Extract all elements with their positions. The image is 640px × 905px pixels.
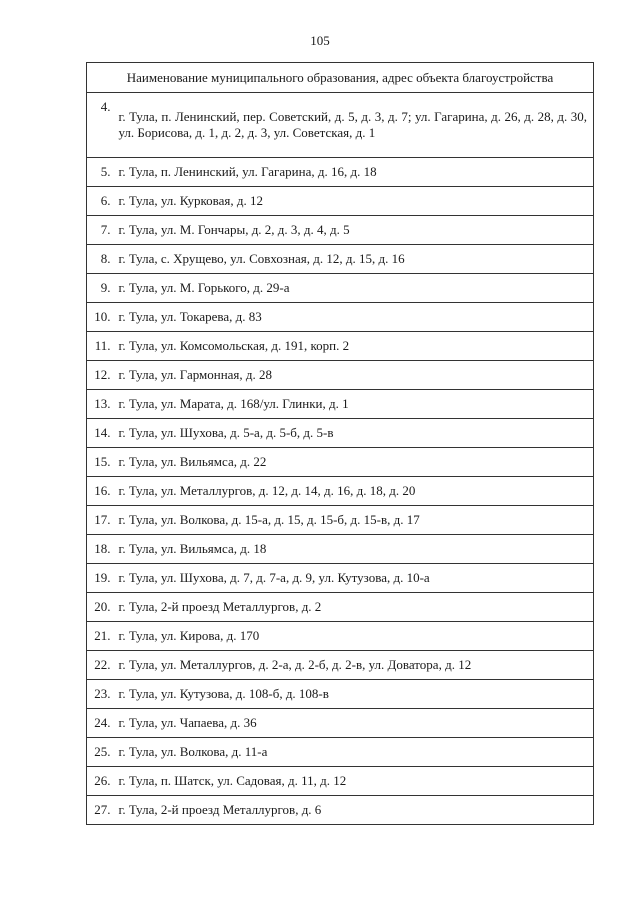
table-row bbox=[87, 796, 594, 825]
address-cell bbox=[117, 419, 594, 448]
table-row bbox=[87, 593, 594, 622]
row-number: 16. bbox=[87, 477, 117, 506]
address-cell bbox=[117, 361, 594, 390]
row-number: 18. bbox=[87, 535, 117, 564]
table-row bbox=[87, 390, 594, 419]
address-cell bbox=[117, 158, 594, 187]
address-cell bbox=[117, 767, 594, 796]
address-text: г. Тула, ул. Комсомольская, д. 191, корп. 2 bbox=[118, 338, 350, 353]
address-cell bbox=[117, 738, 594, 767]
address-cell bbox=[117, 535, 594, 564]
row-number: 21. bbox=[87, 622, 117, 651]
row-number: 5. bbox=[87, 158, 117, 187]
table-row bbox=[87, 767, 594, 796]
row-number: 20. bbox=[87, 593, 117, 622]
address-cell bbox=[117, 216, 594, 245]
row-number: 9. bbox=[87, 274, 117, 303]
table-row bbox=[87, 738, 594, 767]
address-text: г. Тула, ул. Токарева, д. 83 bbox=[118, 309, 262, 324]
address-cell bbox=[117, 593, 594, 622]
row-number: 7. bbox=[87, 216, 117, 245]
row-number: 4. bbox=[87, 93, 117, 158]
row-number: 10. bbox=[87, 303, 117, 332]
address-text: г. Тула, п. Шатск, ул. Садовая, д. 11, д. 12 bbox=[118, 773, 347, 788]
table-row bbox=[87, 651, 594, 680]
address-text: г. Тула, ул. Кирова, д. 170 bbox=[118, 628, 260, 643]
address-text: г. Тула, ул. Волкова, д. 11-а bbox=[118, 744, 268, 759]
address-text: г. Тула, п. Ленинский, пер. Советский, д. 5, д. 3, д. 7; ул. Гагарина, д. 26, д. 28, д. 30, ул. Борисова, д. 1, д. 2, д. 3, ул. Советская, д. 1 bbox=[118, 109, 587, 140]
address-text: г. Тула, ул. Марата, д. 168/ул. Глинки, д. 1 bbox=[118, 396, 349, 411]
address-cell bbox=[117, 564, 594, 593]
table-row bbox=[87, 419, 594, 448]
address-text: г. Тула, с. Хрущево, ул. Совхозная, д. 12, д. 15, д. 16 bbox=[118, 251, 405, 266]
address-table bbox=[86, 62, 594, 825]
address-text: г. Тула, ул. Волкова, д. 15-а, д. 15, д. 15-б, д. 15-в, д. 17 bbox=[118, 512, 420, 527]
table-header-row bbox=[87, 63, 594, 93]
table-row bbox=[87, 303, 594, 332]
table-row bbox=[87, 216, 594, 245]
address-text: г. Тула, ул. Вильямса, д. 22 bbox=[118, 454, 267, 469]
row-number: 22. bbox=[87, 651, 117, 680]
row-number: 23. bbox=[87, 680, 117, 709]
table-row bbox=[87, 709, 594, 738]
address-text: г. Тула, ул. Металлургов, д. 2-а, д. 2-б, д. 2-в, ул. Доватора, д. 12 bbox=[118, 657, 472, 672]
table-row bbox=[87, 680, 594, 709]
address-cell bbox=[117, 680, 594, 709]
table-row bbox=[87, 332, 594, 361]
table-header: Наименование муниципального образования, адрес объекта благоустройства bbox=[87, 63, 594, 93]
table-row bbox=[87, 622, 594, 651]
address-text: г. Тула, ул. Чапаева, д. 36 bbox=[118, 715, 257, 730]
table-row bbox=[87, 361, 594, 390]
address-text: г. Тула, 2-й проезд Металлургов, д. 6 bbox=[118, 802, 322, 817]
table-row bbox=[87, 506, 594, 535]
address-text: г. Тула, ул. М. Горького, д. 29-а bbox=[118, 280, 290, 295]
address-cell bbox=[117, 274, 594, 303]
address-text: г. Тула, ул. Металлургов, д. 12, д. 14, д. 16, д. 18, д. 20 bbox=[118, 483, 416, 498]
address-cell bbox=[117, 477, 594, 506]
address-text: г. Тула, ул. Кутузова, д. 108-б, д. 108-в bbox=[118, 686, 329, 701]
address-text: г. Тула, ул. М. Гончары, д. 2, д. 3, д. 4, д. 5 bbox=[118, 222, 350, 237]
address-text: г. Тула, п. Ленинский, ул. Гагарина, д. 16, д. 18 bbox=[118, 164, 377, 179]
address-cell bbox=[117, 93, 594, 158]
table-row bbox=[87, 535, 594, 564]
row-number: 19. bbox=[87, 564, 117, 593]
address-cell bbox=[117, 187, 594, 216]
address-cell bbox=[117, 448, 594, 477]
row-number: 12. bbox=[87, 361, 117, 390]
address-text: г. Тула, 2-й проезд Металлургов, д. 2 bbox=[118, 599, 322, 614]
address-text: г. Тула, ул. Шухова, д. 5-а, д. 5-б, д. 5-в bbox=[118, 425, 334, 440]
address-cell bbox=[117, 332, 594, 361]
row-number: 6. bbox=[87, 187, 117, 216]
page-number: 105 bbox=[310, 33, 330, 48]
table-row bbox=[87, 448, 594, 477]
row-number: 11. bbox=[87, 332, 117, 361]
table-row bbox=[87, 477, 594, 506]
address-text: г. Тула, ул. Гармонная, д. 28 bbox=[118, 367, 273, 382]
address-text: г. Тула, ул. Вильямса, д. 18 bbox=[118, 541, 267, 556]
row-number: 25. bbox=[87, 738, 117, 767]
address-cell bbox=[117, 622, 594, 651]
address-cell bbox=[117, 303, 594, 332]
address-text: г. Тула, ул. Шухова, д. 7, д. 7-а, д. 9, ул. Кутузова, д. 10-а bbox=[118, 570, 430, 585]
row-number: 27. bbox=[87, 796, 117, 825]
address-cell bbox=[117, 651, 594, 680]
table-row bbox=[87, 564, 594, 593]
table-row bbox=[87, 245, 594, 274]
row-number: 14. bbox=[87, 419, 117, 448]
address-cell bbox=[117, 245, 594, 274]
table-row bbox=[87, 93, 594, 158]
address-cell bbox=[117, 390, 594, 419]
row-number: 26. bbox=[87, 767, 117, 796]
row-number: 8. bbox=[87, 245, 117, 274]
row-number: 13. bbox=[87, 390, 117, 419]
row-number: 15. bbox=[87, 448, 117, 477]
table-row bbox=[87, 187, 594, 216]
address-cell bbox=[117, 709, 594, 738]
address-text: г. Тула, ул. Курковая, д. 12 bbox=[118, 193, 263, 208]
address-cell bbox=[117, 796, 594, 825]
row-number: 24. bbox=[87, 709, 117, 738]
address-cell bbox=[117, 506, 594, 535]
table-row bbox=[87, 274, 594, 303]
table-row bbox=[87, 158, 594, 187]
row-number: 17. bbox=[87, 506, 117, 535]
